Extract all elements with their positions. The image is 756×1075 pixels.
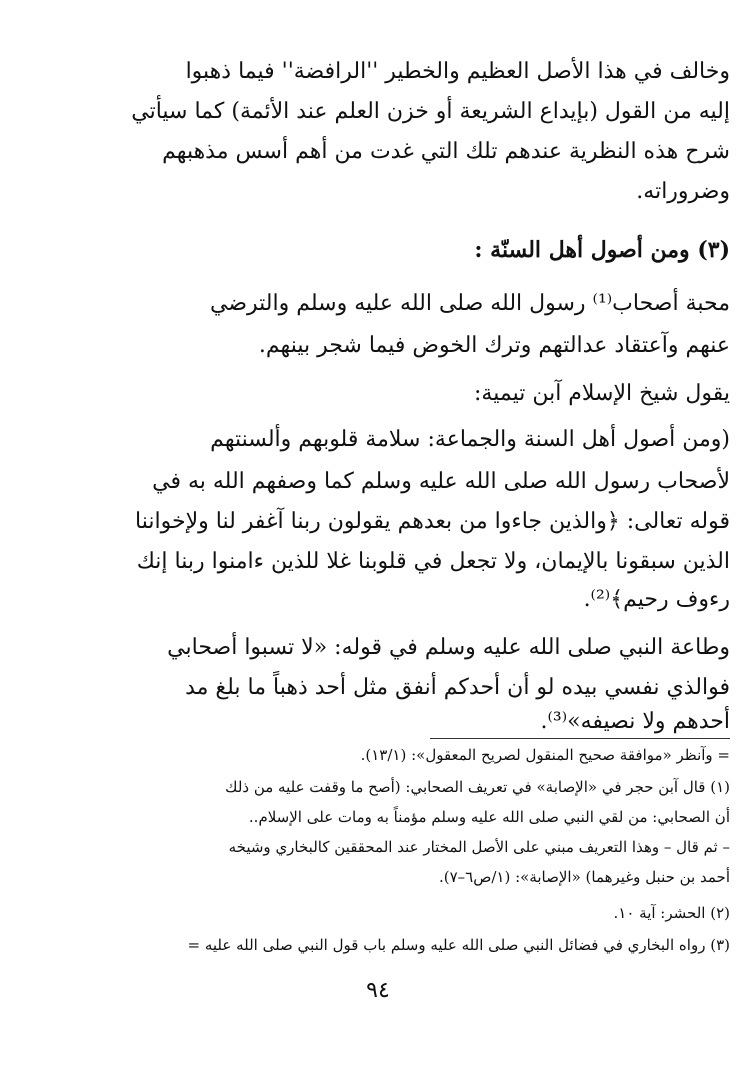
paragraph-4-line-4: الذين سبقونا بالإيمان، ولا تجعل في قلوبنا غلا للذين ءامنوا ربنا إنك <box>136 549 730 574</box>
section-heading: (٣) ومن أصول أهل السنّة : <box>474 237 730 263</box>
paragraph-4-line-2: لأصحاب رسول الله صلى الله عليه وسلم كما وصفهم الله به في <box>152 469 730 494</box>
paragraph-4-line-5: رءوف رحيم﴾⁽²⁾. <box>583 587 730 612</box>
paragraph-5-line-1: وطاعة النبي صلى الله عليه وسلم في قوله: «لا تسبوا أصحابي <box>167 635 730 660</box>
page-number: ٩٤ <box>366 978 390 1003</box>
footnote-separator <box>430 738 730 739</box>
paragraph-1-line-2: إليه من القول (بإيداع الشريعة أو خزن العلم عند الأئمة) كما سيأتي <box>131 99 730 124</box>
footnote-1-line-4: أحمد بن حنبل وغيرهما) «الإصابة»: (١/ص٦–٧). <box>438 868 730 886</box>
footnote-1-line-2: أن الصحابي: من لقي النبي صلى الله عليه وسلم مؤمناً به ومات على الإسلام.. <box>248 808 730 826</box>
paragraph-1-line-4: وضروراته. <box>636 179 730 204</box>
paragraph-3: يقول شيخ الإسلام آبن تيمية: <box>474 381 730 406</box>
paragraph-4-line-3: قوله تعالى: ﴿والذين جاءوا من بعدهم يقولون ربنا آغفر لنا ولإخواننا <box>135 509 730 534</box>
paragraph-4-line-1: (ومن أصول أهل السنة والجماعة: سلامة قلوبهم وألسنتهم <box>210 427 730 452</box>
paragraph-5-line-3: أحدهم ولا نصيفه»⁽³⁾. <box>540 709 730 734</box>
footnote-1-line-1: (١) قال آبن حجر في «الإصابة» في تعريف الصحابي: (أصح ما وقفت عليه من ذلك <box>225 778 730 796</box>
footnote-3: (٣) رواه البخاري في فضائل النبي صلى الله عليه وسلم باب قول النبي صلى الله عليه = <box>187 936 730 954</box>
paragraph-1-line-1: وخالف في هذا الأصل العظيم والخطير ''الرافضة'' فيما ذهبوا <box>185 59 730 84</box>
footnote-2: (٢) الحشر: آية ١٠. <box>613 904 730 922</box>
paragraph-5-line-2: فوالذي نفسي بيده لو أن أحدكم أنفق مثل أحد ذهباً ما بلغ مد <box>185 675 730 700</box>
footnote-1-line-3: – ثم قال – وهذا التعريف مبني على الأصل المختار عند المحققين كالبخاري وشيخه <box>228 838 730 856</box>
paragraph-2-line-2: عنهم وآعتقاد عدالتهم وترك الخوض فيما شجر بينهم. <box>258 333 730 358</box>
paragraph-2-line-1: محبة أصحاب⁽¹⁾ رسول الله صلى الله عليه وسلم والترضي <box>210 291 730 316</box>
paragraph-1-line-3: شرح هذه النظرية عندهم تلك التي غدت من أهم أسس مذهبهم <box>162 139 730 164</box>
footnote-continuation: = وآنظر «موافقة صحيح المنقول لصريح المعقول»: (١٣/١). <box>360 746 730 764</box>
